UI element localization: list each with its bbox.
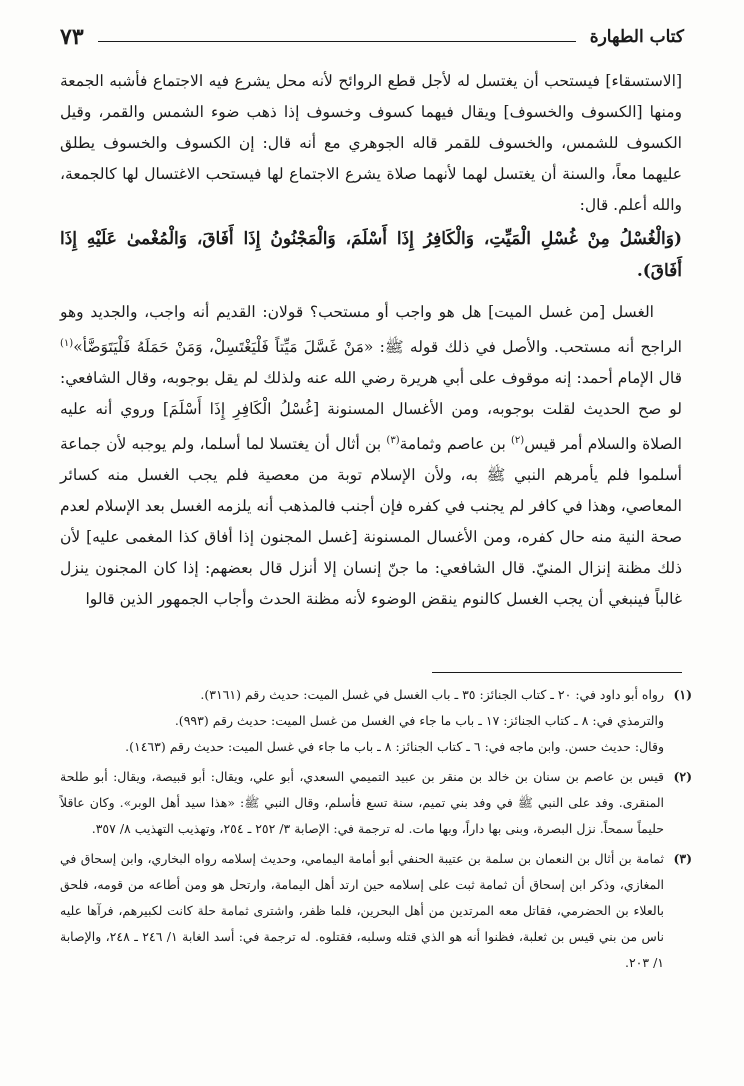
page-header xyxy=(60,22,684,52)
footnote-text xyxy=(60,764,664,842)
footnote-line: رواه أبو داود في: ٢٠ ـ كتاب الجنائز: ٣٥ ـ باب الغسل في غسل الميت: حديث رقم (٣١٦١). xyxy=(200,687,664,702)
header-rule xyxy=(98,41,576,42)
footnotes xyxy=(60,682,692,980)
footnote-ref-1[interactable]: (١) xyxy=(60,338,74,349)
footnote-ref-2[interactable]: (٢) xyxy=(511,435,525,447)
footnote-line: ثمامة بن أثال بن النعمان بن سلمة بن عتيبة الحنفي أبو أمامة اليمامي، وحديث إسلامه رواه البخاري، وابن إسحاق في المغازي، وذكر ابن إسحاق أن ثمامة ثبت على إسلامه حين ارتد أهل اليمامة، وارتحل هو ومن أطاعه من قومه، فلحق بالعلاء بن الحضرمي، فقاتل معه المرتدين من أهل البحرين، فلما ظفر، واشترى ثمامة حلة كانت لكبيرهم، فرآها عليه ناس من بني قيس بن ثعلبة، فظنوا أنه هو الذي قتله وسلبه، فقتلوه. له ترجمة في: أسد الغابة ١/ ٢٤٦ ـ ٢٤٨، والإصابة ١/ ٢٠٣. xyxy=(60,851,665,970)
main-text xyxy=(60,66,682,615)
paragraph-part: بن أثال أن يغتسلا لما أسلما، ولم يوجبه لأن جماعة أسلموا فلم يأمرهم النبي ﷺ به، ولأن الإسلام توبة من معصية فلم يجب الغسل منه كسائر المعاصي، وهذا في كافر لم يجنب في كفره فإن أجنب فالمذهب أنه يلزمه الغسل بعد الإسلام لعدم صحة النية منه حال كفره، ومن الأغسال المسنونة [غسل المجنون إذا أفاق كذا المغمى عليه] لأن ذلك مظنة إنزال المنيّ. قال الشافعي: ما جنّ إنسان إلا أنزل قال بعضهم: إذا كان المجنون ينزل غالباً فينبغي أن يجب الغسل كالنوم ينقض الوضوء لأنه مظنة الحدث وأجاب الجمهور الذين قالوا xyxy=(60,435,682,609)
footnote-ref-3[interactable]: (٣) xyxy=(386,435,400,447)
paragraph-ghusl-mayyit xyxy=(60,297,682,615)
footnote-number: (٢) xyxy=(673,769,692,784)
footnote-2 xyxy=(60,764,692,842)
footnote-3 xyxy=(60,846,692,976)
footnote-line: والترمذي في: ٨ ـ كتاب الجنائز: ١٧ ـ باب ما جاء في الغسل من غسل الميت: حديث رقم (٩٩٣). xyxy=(174,713,664,728)
footnote-number: (٣) xyxy=(673,851,692,866)
running-title: كتاب الطهارة xyxy=(589,27,684,47)
paragraph-part: الغسل [من غسل الميت] هل هو واجب أو مستحب؟ قولان: القديم أنه واجب، والجديد وهو الراجح أنه مستحب. والأصل في ذلك قوله ﷺ: «مَنْ غَسَّلَ مَيِّتاً فَلْيَغْتَسِلْ، وَمَنْ حَمَلَهُ فَلْيَتَوَضَّأ» xyxy=(60,303,682,357)
footnote-separator xyxy=(432,672,682,673)
footnote-text xyxy=(60,682,664,760)
page-number: ٧٣ xyxy=(60,24,84,50)
paragraph-part: بن عاصم وثمامة xyxy=(399,435,512,454)
paragraph-istisqa: [الاستسقاء] فيستحب أن يغتسل له لأجل قطع الروائح لأنه محل يشرع فيه الاجتماع فأشبه الجمعة ومنها [الكسوف والخسوف] ويقال فيهما كسوف وخسوف إذا ذهب ضوء الشمس والقمر، وقيل الكسوف للشمس، والخسوف للقمر قاله الجوهري مع أنه قال: إن الكسوف والخسوف يطلق عليهما معاً، والسنة أن يغتسل لهما لأنهما صلاة يشرع الاجتماع لها فيستحب الاغتسال لها كالجمعة، والله أعلم. قال: xyxy=(60,72,682,214)
footnote-number: (١) xyxy=(673,687,692,702)
footnote-line: قيس بن عاصم بن سنان بن خالد بن منقر بن عبيد التميمي السعدي، أبو علي، ويقال: أبو قبيصة، ويقال: أبو طلحة المنقرى. وفد على النبي ﷺ في وفد بني تميم، سنة تسع فأسلم، وقال النبي ﷺ: «هذا سيد أهل الوبر». وكان عاقلاً حليماً سمحاً. نزل البصرة، وبنى بها داراً، وبها مات. له ترجمة في: الإصابة ٣/ ٢٥٢ ـ ٢٥٤، وتهذيب التهذيب ٨/ ٣٥٧. xyxy=(60,769,664,836)
footnote-1 xyxy=(60,682,692,760)
footnote-text xyxy=(60,846,664,976)
paragraph-part: قال الإمام أحمد: إنه موقوف على أبي هريرة رضي الله عنه ولذلك لم يقل بوجوبه، وقال الشافعي: لو صح الحديث لقلت بوجوبه، ومن الأغسال المسنونة [غُسْلُ الْكَافِرِ إِذَا أَسْلَمَ] وروي أنه عليه الصلاة والسلام أمر قيس xyxy=(60,369,682,454)
matn-text: (وَالْغُسْلُ مِنْ غُسْلِ الْمَيِّتِ، وَالْكَافِرُ إِذَا أَسْلَمَ، وَالْمَجْنُونُ إِذَا أَفَاقَ، وَالْمُغْمىٰ عَلَيْهِ إِذَا أَفَاقَ). xyxy=(60,229,682,281)
footnote-line: وقال: حديث حسن. وابن ماجه في: ٦ ـ كتاب الجنائز: ٨ ـ باب ما جاء في غسل الميت: حديث رقم (١٤٦٣). xyxy=(125,739,664,754)
